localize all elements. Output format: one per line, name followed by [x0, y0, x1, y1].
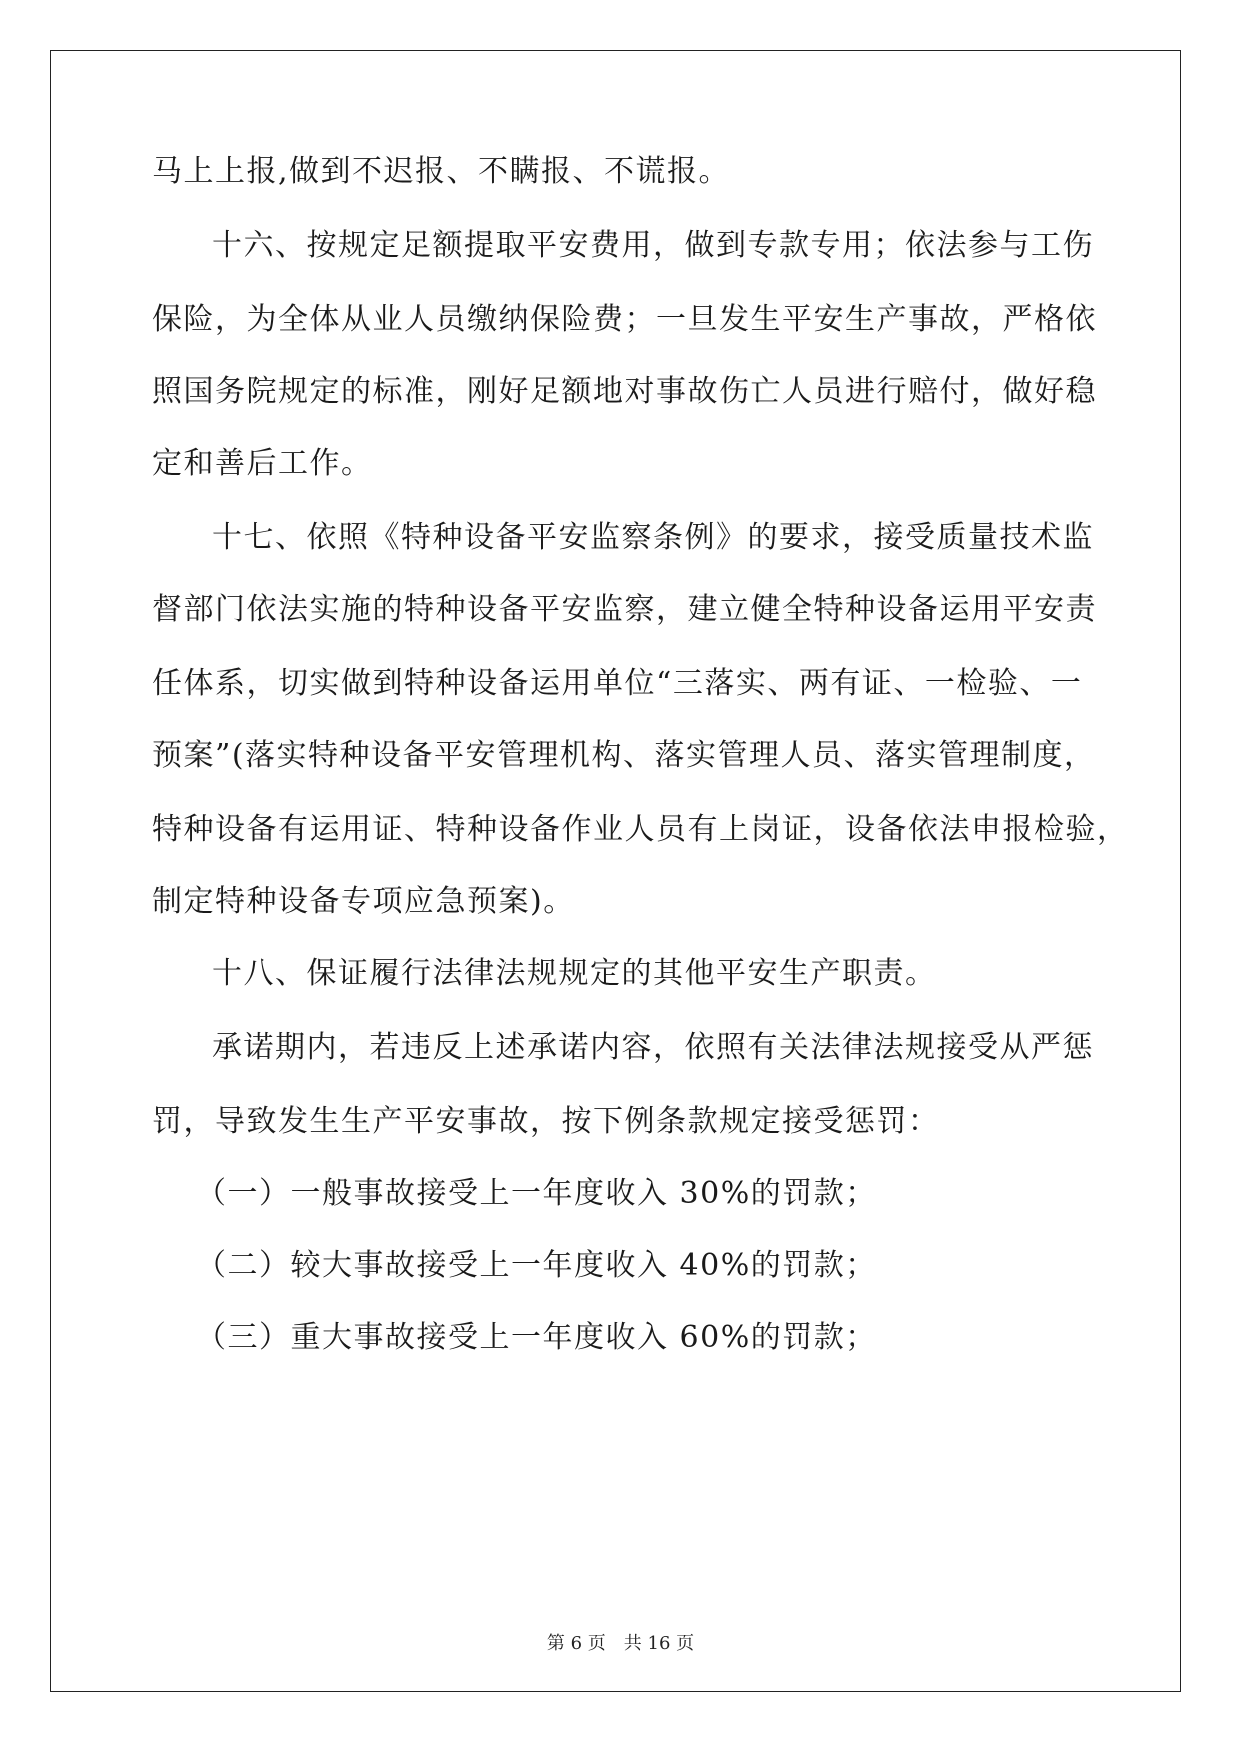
page-border — [50, 50, 1181, 1692]
paragraph-17-line-3: 任体系，切实做到特种设备运用单位“三落实、两有证、一检验、一 — [152, 666, 1083, 701]
page-number-footer: 第 6 页 共 16 页 — [546, 1633, 695, 1654]
paragraph-17-line-2: 督部门依法实施的特种设备平安监察，建立健全特种设备运用平安责 — [152, 592, 1097, 627]
penalty-item-3: （三）重大事故接受上一年度收入 60%的罚款； — [196, 1320, 877, 1355]
penalty-item-2: （二）较大事故接受上一年度收入 40%的罚款； — [196, 1248, 877, 1283]
paragraph-17-line-1: 十七、依照《特种设备平安监察条例》的要求，接受质量技术监 — [212, 520, 1094, 555]
text-line-1: 马上上报,做到不迟报、不瞒报、不谎报。 — [152, 154, 731, 189]
paragraph-18-line-1: 十八、保证履行法律法规规定的其他平安生产职责。 — [212, 956, 937, 991]
paragraph-16-line-3: 照国务院规定的标准，刚好足额地对事故伤亡人员进行赔付，做好稳 — [152, 374, 1097, 409]
paragraph-17-line-6: 制定特种设备专项应急预案)。 — [152, 884, 575, 919]
penalty-item-1: （一）一般事故接受上一年度收入 30%的罚款； — [196, 1176, 877, 1211]
paragraph-17-line-4: 预案”(落实特种设备平安管理机构、落实管理人员、落实管理制度， — [152, 738, 1096, 773]
commitment-line-2: 罚，导致发生生产平安事故，按下例条款规定接受惩罚： — [152, 1104, 940, 1139]
paragraph-16-line-4: 定和善后工作。 — [152, 446, 373, 481]
paragraph-17-line-5: 特种设备有运用证、特种设备作业人员有上岗证，设备依法申报检验， — [152, 812, 1129, 847]
paragraph-16-line-2: 保险，为全体从业人员缴纳保险费；一旦发生平安生产事故，严格依 — [152, 302, 1097, 337]
paragraph-16-line-1: 十六、按规定足额提取平安费用，做到专款专用；依法参与工伤 — [212, 228, 1094, 263]
commitment-line-1: 承诺期内，若违反上述承诺内容，依照有关法律法规接受从严惩 — [212, 1030, 1094, 1065]
